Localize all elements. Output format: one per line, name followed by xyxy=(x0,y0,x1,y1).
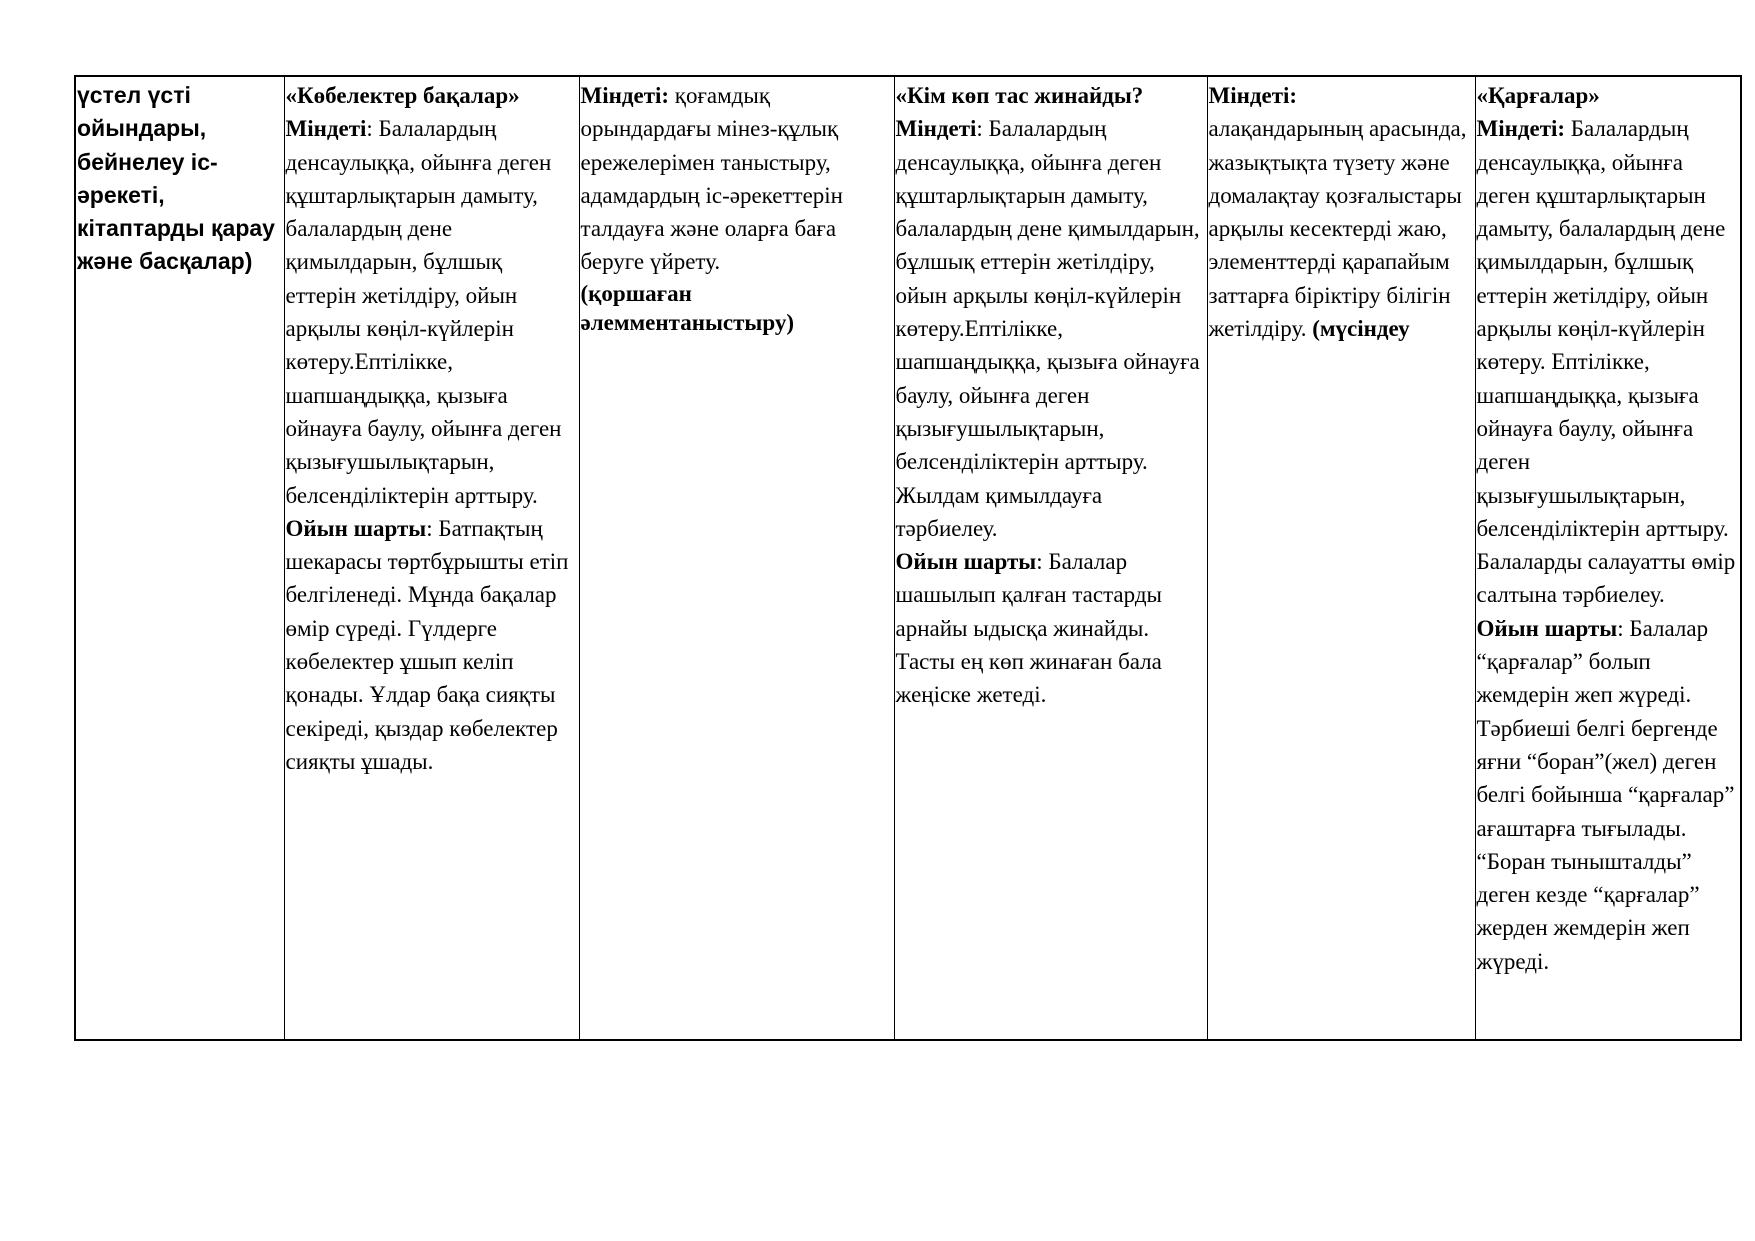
task-label: Міндеті xyxy=(895,116,977,142)
game-crows-cell xyxy=(1475,76,1741,1040)
subject-label: (мүсіндеу xyxy=(1312,316,1410,342)
social-world-cell xyxy=(579,76,894,1040)
game-stones-cell xyxy=(894,76,1207,1040)
task-text: Балалардың денсаулыққа, ойынға деген құштарлықтарын дамыту, балалардың дене қимылдарын, бұлшық еттерін жетілдіру, ойын арқылы көңіл-күйлерін көтеру. Ептілікке, шапшаңдыққа, қызыға ойнауға баулу, ойынға деген қызығушылықтарын, белсенділіктерін арттыру. Балаларды салауатты өмір салтына тәрбиелеу. xyxy=(1476,116,1736,608)
game-butterflies-frogs-cell xyxy=(284,76,579,1040)
task-label: Міндеті: xyxy=(580,83,670,108)
game-title: «Көбелектер бақалар» xyxy=(285,83,520,108)
subject-label: (қоршаған әлемментаныстыру) xyxy=(580,280,795,335)
task-text: алақандарының арасында, жазықтықта түзету және домалақтау қозғалыстары арқылы кесектерді жаю, элементтерді қарапайым заттарға біріктіру білігін жетілдіру. xyxy=(1208,116,1467,342)
game-title: «Кім көп тас жинайды? xyxy=(895,83,1144,108)
task-text: қоғамдық орындардағы мінез-құлық ережелерімен таныстыру, адамдардың іс-әрекеттерін талдауға және оларға баға беруге үйрету. xyxy=(580,83,843,275)
game-title: «Қарғалар» xyxy=(1476,83,1600,108)
task-text: : Балалардың денсаулыққа, ойынға деген құштарлықтарын дамыту, балалардың дене қимылдарын, бұлшық еттерін жетілдіру, ойын арқылы көңіл-күйлерін көтеру.Ептілікке, шапшаңдыққа, қызыға ойнауға баулу, ойынға деген қызығушылықтарын, белсенділіктерін арттыру. Жылдам қимылдауға тәрбиелеу. xyxy=(895,116,1200,541)
task-text: : Балалардың денсаулыққа, ойынға деген құштарлықтарын дамыту, балалардың дене қимылдарын, бұлшық еттерін жетілдіру, ойын арқылы көңіл-күйлерін көтеру.Ептілікке, шапшаңдыққа, қызыға ойнауға баулу, ойынға деген қызығушылықтарын, белсенділіктерін арттыру. xyxy=(285,116,562,508)
rules-label: Ойын шарты xyxy=(285,515,427,541)
activity-type-text: үстел үсті ойындары, бейнелеу іс-әрекеті, кітаптарды қарау және басқалар) xyxy=(77,82,275,275)
rules-label: Ойын шарты xyxy=(1476,615,1618,641)
task-label: Міндеті: xyxy=(1476,116,1566,142)
task-label: Міндеті: xyxy=(1208,83,1298,108)
task-label: Міндеті xyxy=(285,116,367,142)
activity-plan-table xyxy=(74,75,1742,1041)
rules-text: : Батпақтың шекарасы төртбұрышты етіп белгіленеді. Мұнда бақалар өмір сүреді. Гүлдерге көбелектер ұшып келіп қонады. Ұлдар бақа сияқты секіреді, қыздар көбелектер сияқты ұшады. xyxy=(285,515,569,774)
rules-label: Ойын шарты xyxy=(895,549,1037,575)
table-row xyxy=(75,76,1741,1040)
modeling-cell xyxy=(1207,76,1475,1040)
rules-text: : Балалар шашылып қалған тастарды арнайы ыдысқа жинайды. Тасты ең көп жинаған бала жеңіске жетеді. xyxy=(895,549,1162,708)
activity-type-cell xyxy=(75,76,284,1040)
rules-text: : Балалар “қарғалар” болып жемдерін жеп жүреді. Тәрбиеші белгі бергенде яғни “боран”(жел) деген белгі бойынша “қарғалар” ағаштарға тығылады. “Боран тынышталды” деген кезде “қарғалар” жерден жемдерін жеп жүреді. xyxy=(1476,615,1735,974)
